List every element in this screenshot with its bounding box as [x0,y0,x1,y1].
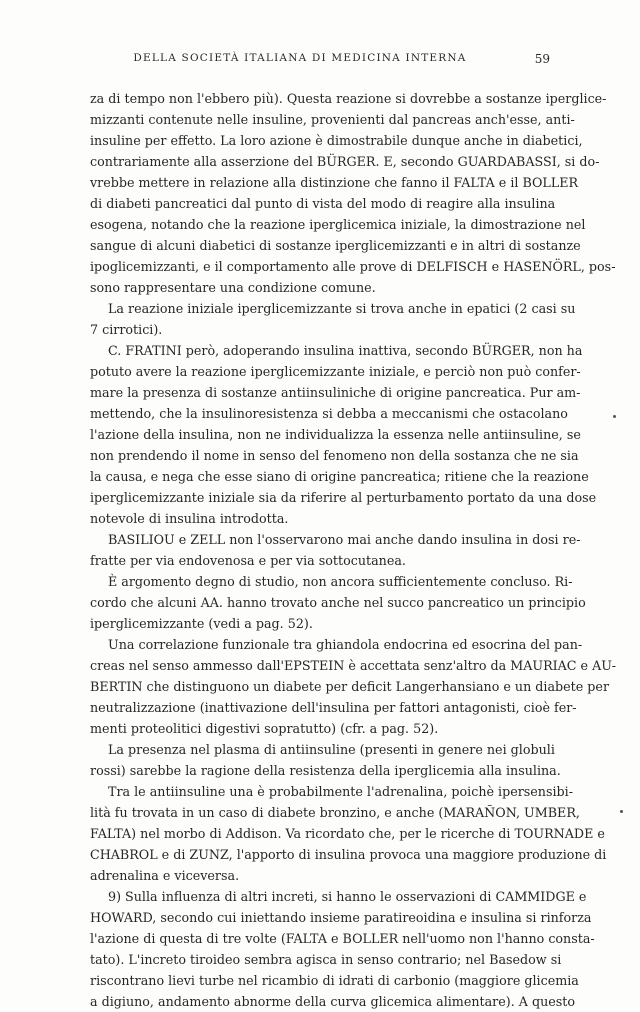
text-line: tato). L'increto tiroideo sembra agisca in senso contrario; nel Basedow si [90,952,562,967]
text-line: sangue di alcuni diabetici di sostanze iperglicemizzanti e in altri di sostanze [90,238,581,253]
text-line: BASILIOU e ZELL non l'osservarono mai anche dando insulina in dosi re- [108,532,581,547]
text-line: esogena, notando che la reazione iperglicemica iniziale, la dimostrazione nel [90,217,586,232]
body-text [90,88,617,1012]
text-line: rossi) sarebbe la ragione della resistenza della iperglicemia alla insulina. [90,763,561,778]
text-line: mare la presenza di sostanze antiinsuliniche di origine pancreatica. Pur am- [90,385,581,400]
text-line: adrenalina e viceversa. [90,868,240,883]
margin-speck [613,415,616,418]
text-line: fratte per via endovenosa e per via sottocutanea. [90,553,406,568]
text-line: CHABROL e di ZUNZ, l'apporto di insulina provoca una maggiore produzione di [90,847,607,862]
text-line: vrebbe mettere in relazione alla distinzione che fanno il FALTA e il BOLLER [90,175,579,190]
text-line: potuto avere la reazione iperglicemizzante iniziale, e perciò non può confer- [90,364,581,379]
text-line: Una correlazione funzionale tra ghiandola endocrina ed esocrina del pan- [108,637,583,652]
text-line: È argomento degno di studio, non ancora sufficientemente concluso. Ri- [108,574,573,589]
text-line: BERTIN che distinguono un diabete per deficit Langerhansiano e un diabete per [90,679,610,694]
text-line: menti proteolitici digestivi sopratutto) (cfr. a pag. 52). [90,721,439,736]
text-line: iperglicemizzante (vedi a pag. 52). [90,616,313,631]
text-line: mizzanti contenute nelle insuline, provenienti dal pancreas anch'esse, anti- [90,112,575,127]
text-line: za di tempo non l'ebbero più). Questa reazione si dovrebbe a sostanze iperglice- [90,91,607,106]
text-line: contrariamente alla asserzione del BÜRGER. E, secondo GUARDABASSI, si do- [90,154,600,169]
text-line: l'azione di questa di tre volte (FALTA e BOLLER nell'uomo non l'hanno consta- [90,931,595,946]
text-line: non prendendo il nome in senso del fenomeno non della sostanza che ne sia [90,448,579,463]
text-line: riscontrano lievi turbe nel ricambio di idrati di carbonio (maggiore glicemia [90,973,579,988]
text-line: a digiuno, andamento abnorme della curva glicemica alimentare). A questo [90,994,576,1009]
running-header [90,52,550,70]
text-line: lità fu trovata in un caso di diabete bronzino, e anche (MARAÑON, UMBER, [90,805,580,820]
page-number: 59 [534,52,550,66]
text-line: mettendo, che la insulinoresistenza si debba a meccanismi che ostacolano [90,406,568,421]
text-line: FALTA) nel morbo di Addison. Va ricordato che, per le ricerche di TOURNADE e [90,826,605,841]
text-line: La presenza nel plasma di antiinsuline (presenti in genere nei globuli [108,742,555,757]
text-line: sono rappresentare una condizione comune. [90,280,376,295]
text-line: 9) Sulla influenza di altri increti, si hanno le osservazioni di CAMMIDGE e [108,889,587,904]
text-line: ipoglicemizzanti, e il comportamento alle prove di DELFISCH e HASENÖRL, pos- [90,259,616,274]
text-line: Tra le antiinsuline una è probabilmente l'adrenalina, poichè ipersensibi- [108,784,574,799]
text-line: creas nel senso ammesso dall'EPSTEIN è accettata senz'altro da MAURIAC e AU- [90,658,617,673]
text-line: di diabeti pancreatici dal punto di vista del modo di reagire alla insulina [90,196,556,211]
text-line: l'azione della insulina, non ne individualizza la essenza nelle antiinsuline, se [90,427,581,442]
text-line: 7 cirrotici). [90,322,163,337]
text-line: la causa, e nega che esse siano di origine pancreatica; ritiene che la reazione [90,469,589,484]
text-line: La reazione iniziale iperglicemizzante si trova anche in epatici (2 casi su [108,301,576,316]
text-line: C. FRATINI però, adoperando insulina inattiva, secondo BÜRGER, non ha [108,343,583,358]
text-line: neutralizzazione (inattivazione dell'insulina per fattori antagonisti, cioè fer- [90,700,577,715]
text-line: cordo che alcuni AA. hanno trovato anche nel succo pancreatico un principio [90,595,586,610]
text-line: HOWARD, secondo cui iniettando insieme paratireoidina e insulina si rinforza [90,910,592,925]
text-line: insuline per effetto. La loro azione è dimostrabile dunque anche in diabetici, [90,133,583,148]
text-line: notevole di insulina introdotta. [90,511,289,526]
text-line: iperglicemizzante iniziale sia da riferire al perturbamento portato da una dose [90,490,597,505]
header-title: DELLA SOCIETÀ ITALIANA DI MEDICINA INTERNA [133,52,467,64]
margin-speck [620,810,623,813]
